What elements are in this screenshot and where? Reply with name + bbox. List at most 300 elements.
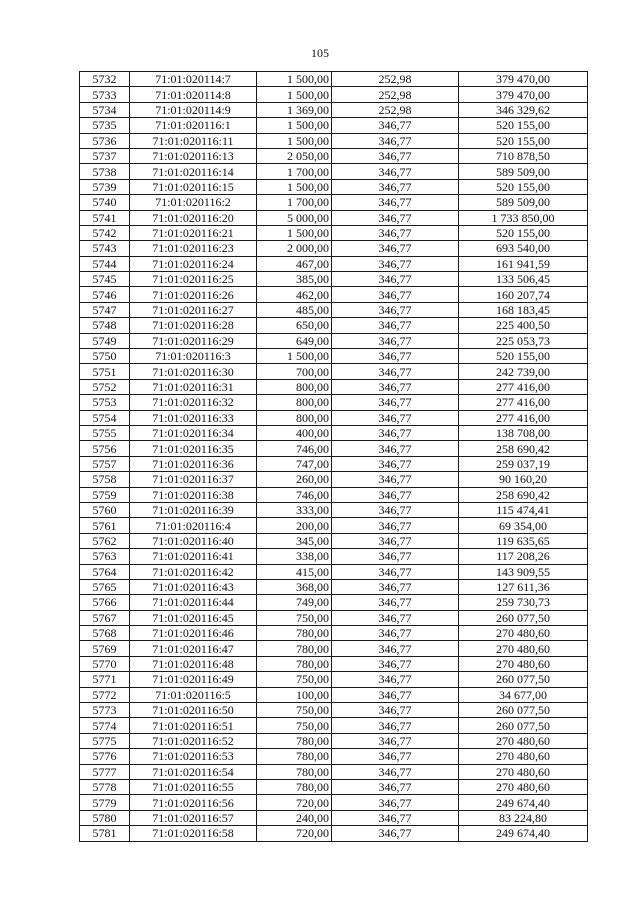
area-cell: 100,00 (257, 687, 332, 702)
row-number-cell: 5778 (80, 779, 130, 794)
area-cell: 240,00 (257, 810, 332, 825)
area-cell: 750,00 (257, 672, 332, 687)
area-cell: 368,00 (257, 579, 332, 594)
rate-cell: 346,77 (332, 672, 459, 687)
rate-cell: 346,77 (332, 148, 459, 163)
row-number-cell: 5776 (80, 749, 130, 764)
rate-cell: 346,77 (332, 533, 459, 548)
area-cell: 338,00 (257, 549, 332, 564)
rate-cell: 346,77 (332, 687, 459, 702)
row-number-cell: 5768 (80, 626, 130, 641)
table-row (80, 333, 588, 348)
row-number-cell: 5749 (80, 333, 130, 348)
cadastral-value-cell: 520 155,00 (459, 133, 588, 148)
cadastral-value-cell: 270 480,60 (459, 656, 588, 671)
rate-cell: 346,77 (332, 272, 459, 287)
table-row (80, 225, 588, 240)
row-number-cell: 5736 (80, 133, 130, 148)
cadastral-number-cell: 71:01:020116:25 (130, 272, 257, 287)
cadastral-number-cell: 71:01:020116:49 (130, 672, 257, 687)
cadastral-number-cell: 71:01:020116:47 (130, 641, 257, 656)
cadastral-number-cell: 71:01:020116:21 (130, 225, 257, 240)
area-cell: 2 050,00 (257, 148, 332, 163)
cadastral-value-cell: 117 208,26 (459, 549, 588, 564)
row-number-cell: 5769 (80, 641, 130, 656)
rate-cell: 346,77 (332, 195, 459, 210)
area-cell: 200,00 (257, 518, 332, 533)
rate-cell: 346,77 (332, 549, 459, 564)
rate-cell: 252,98 (332, 102, 459, 117)
row-number-cell: 5759 (80, 487, 130, 502)
table-row (80, 72, 588, 87)
table-row (80, 364, 588, 379)
rate-cell: 346,77 (332, 410, 459, 425)
row-number-cell: 5760 (80, 502, 130, 517)
row-number-cell: 5771 (80, 672, 130, 687)
rate-cell: 346,77 (332, 441, 459, 456)
table-row (80, 687, 588, 702)
cadastral-value-cell: 161 941,59 (459, 256, 588, 271)
cadastral-value-cell: 270 480,60 (459, 749, 588, 764)
row-number-cell: 5781 (80, 826, 130, 841)
row-number-cell: 5739 (80, 179, 130, 194)
row-number-cell: 5750 (80, 349, 130, 364)
cadastral-value-table (79, 71, 588, 842)
row-number-cell: 5732 (80, 72, 130, 87)
cadastral-number-cell: 71:01:020116:52 (130, 733, 257, 748)
rate-cell: 252,98 (332, 72, 459, 87)
area-cell: 780,00 (257, 764, 332, 779)
cadastral-number-cell: 71:01:020114:9 (130, 102, 257, 117)
row-number-cell: 5733 (80, 87, 130, 102)
table-row (80, 733, 588, 748)
cadastral-number-cell: 71:01:020116:45 (130, 610, 257, 625)
cadastral-number-cell: 71:01:020116:2 (130, 195, 257, 210)
cadastral-value-cell: 1 733 850,00 (459, 210, 588, 225)
cadastral-value-cell: 270 480,60 (459, 779, 588, 794)
area-cell: 720,00 (257, 826, 332, 841)
area-cell: 1 369,00 (257, 102, 332, 117)
rate-cell: 346,77 (332, 579, 459, 594)
rate-cell: 346,77 (332, 241, 459, 256)
cadastral-value-cell: 693 540,00 (459, 241, 588, 256)
cadastral-number-cell: 71:01:020116:15 (130, 179, 257, 194)
cadastral-value-cell: 260 077,50 (459, 703, 588, 718)
table-row (80, 272, 588, 287)
cadastral-value-cell: 260 077,50 (459, 610, 588, 625)
area-cell: 462,00 (257, 287, 332, 302)
cadastral-value-cell: 69 354,00 (459, 518, 588, 533)
area-cell: 1 700,00 (257, 195, 332, 210)
cadastral-value-cell: 520 155,00 (459, 225, 588, 240)
cadastral-value-cell: 277 416,00 (459, 379, 588, 394)
rate-cell: 346,77 (332, 595, 459, 610)
cadastral-number-cell: 71:01:020116:4 (130, 518, 257, 533)
rate-cell: 346,77 (332, 302, 459, 317)
table-row (80, 564, 588, 579)
row-number-cell: 5766 (80, 595, 130, 610)
rate-cell: 346,77 (332, 764, 459, 779)
cadastral-number-cell: 71:01:020116:29 (130, 333, 257, 348)
cadastral-number-cell: 71:01:020116:24 (130, 256, 257, 271)
cadastral-number-cell: 71:01:020116:5 (130, 687, 257, 702)
cadastral-number-cell: 71:01:020116:36 (130, 456, 257, 471)
cadastral-value-cell: 127 611,36 (459, 579, 588, 594)
table-row (80, 703, 588, 718)
area-cell: 747,00 (257, 456, 332, 471)
area-cell: 780,00 (257, 733, 332, 748)
table-row (80, 302, 588, 317)
area-cell: 749,00 (257, 595, 332, 610)
row-number-cell: 5756 (80, 441, 130, 456)
table-row (80, 533, 588, 548)
row-number-cell: 5772 (80, 687, 130, 702)
rate-cell: 346,77 (332, 349, 459, 364)
cadastral-number-cell: 71:01:020114:8 (130, 87, 257, 102)
table-row (80, 610, 588, 625)
area-cell: 750,00 (257, 703, 332, 718)
rate-cell: 346,77 (332, 749, 459, 764)
area-cell: 345,00 (257, 533, 332, 548)
area-cell: 333,00 (257, 502, 332, 517)
area-cell: 800,00 (257, 410, 332, 425)
cadastral-value-cell: 379 470,00 (459, 87, 588, 102)
rate-cell: 346,77 (332, 703, 459, 718)
area-cell: 700,00 (257, 364, 332, 379)
cadastral-value-cell: 589 509,00 (459, 195, 588, 210)
area-cell: 649,00 (257, 333, 332, 348)
rate-cell: 346,77 (332, 487, 459, 502)
cadastral-number-cell: 71:01:020116:41 (130, 549, 257, 564)
table-row (80, 241, 588, 256)
table-body (80, 72, 588, 842)
rate-cell: 346,77 (332, 626, 459, 641)
row-number-cell: 5764 (80, 564, 130, 579)
cadastral-value-cell: 34 677,00 (459, 687, 588, 702)
cadastral-value-cell: 379 470,00 (459, 72, 588, 87)
rate-cell: 346,77 (332, 133, 459, 148)
row-number-cell: 5777 (80, 764, 130, 779)
table-row (80, 118, 588, 133)
rate-cell: 346,77 (332, 610, 459, 625)
cadastral-value-cell: 115 474,41 (459, 502, 588, 517)
table-row (80, 549, 588, 564)
rate-cell: 346,77 (332, 164, 459, 179)
table-row (80, 210, 588, 225)
area-cell: 1 500,00 (257, 133, 332, 148)
table-row (80, 133, 588, 148)
area-cell: 750,00 (257, 718, 332, 733)
area-cell: 5 000,00 (257, 210, 332, 225)
rate-cell: 346,77 (332, 718, 459, 733)
row-number-cell: 5740 (80, 195, 130, 210)
table-row (80, 718, 588, 733)
row-number-cell: 5751 (80, 364, 130, 379)
rate-cell: 346,77 (332, 225, 459, 240)
rate-cell: 346,77 (332, 425, 459, 440)
cadastral-number-cell: 71:01:020116:39 (130, 502, 257, 517)
cadastral-value-cell: 259 730,73 (459, 595, 588, 610)
cadastral-number-cell: 71:01:020116:46 (130, 626, 257, 641)
row-number-cell: 5753 (80, 395, 130, 410)
row-number-cell: 5773 (80, 703, 130, 718)
rate-cell: 346,77 (332, 456, 459, 471)
row-number-cell: 5735 (80, 118, 130, 133)
cadastral-number-cell: 71:01:020116:40 (130, 533, 257, 548)
cadastral-number-cell: 71:01:020116:14 (130, 164, 257, 179)
cadastral-value-cell: 520 155,00 (459, 349, 588, 364)
area-cell: 800,00 (257, 379, 332, 394)
row-number-cell: 5779 (80, 795, 130, 810)
cadastral-value-cell: 260 077,50 (459, 672, 588, 687)
cadastral-value-cell: 225 053,73 (459, 333, 588, 348)
rate-cell: 346,77 (332, 210, 459, 225)
table-row (80, 472, 588, 487)
area-cell: 720,00 (257, 795, 332, 810)
row-number-cell: 5741 (80, 210, 130, 225)
table-row (80, 256, 588, 271)
row-number-cell: 5734 (80, 102, 130, 117)
row-number-cell: 5780 (80, 810, 130, 825)
cadastral-value-cell: 160 207,74 (459, 287, 588, 302)
row-number-cell: 5774 (80, 718, 130, 733)
table-row (80, 672, 588, 687)
area-cell: 780,00 (257, 641, 332, 656)
row-number-cell: 5754 (80, 410, 130, 425)
rate-cell: 346,77 (332, 395, 459, 410)
table-row (80, 195, 588, 210)
cadastral-number-cell: 71:01:020116:54 (130, 764, 257, 779)
rate-cell: 346,77 (332, 795, 459, 810)
table-row (80, 87, 588, 102)
area-cell: 1 700,00 (257, 164, 332, 179)
cadastral-number-cell: 71:01:020116:30 (130, 364, 257, 379)
area-cell: 746,00 (257, 441, 332, 456)
table-row (80, 764, 588, 779)
cadastral-value-cell: 260 077,50 (459, 718, 588, 733)
table-row (80, 749, 588, 764)
table-row (80, 102, 588, 117)
row-number-cell: 5770 (80, 656, 130, 671)
area-cell: 780,00 (257, 626, 332, 641)
rate-cell: 346,77 (332, 518, 459, 533)
table-row (80, 810, 588, 825)
table-row (80, 641, 588, 656)
area-cell: 780,00 (257, 779, 332, 794)
cadastral-value-cell: 119 635,65 (459, 533, 588, 548)
table-row (80, 826, 588, 841)
cadastral-number-cell: 71:01:020116:3 (130, 349, 257, 364)
cadastral-number-cell: 71:01:020116:42 (130, 564, 257, 579)
cadastral-value-cell: 258 690,42 (459, 487, 588, 502)
cadastral-value-cell: 242 739,00 (459, 364, 588, 379)
table-row (80, 441, 588, 456)
table-row (80, 318, 588, 333)
row-number-cell: 5763 (80, 549, 130, 564)
cadastral-number-cell: 71:01:020116:1 (130, 118, 257, 133)
rate-cell: 346,77 (332, 810, 459, 825)
cadastral-number-cell: 71:01:020116:43 (130, 579, 257, 594)
area-cell: 1 500,00 (257, 349, 332, 364)
row-number-cell: 5765 (80, 579, 130, 594)
cadastral-value-cell: 225 400,50 (459, 318, 588, 333)
rate-cell: 346,77 (332, 656, 459, 671)
rate-cell: 346,77 (332, 502, 459, 517)
cadastral-number-cell: 71:01:020116:55 (130, 779, 257, 794)
table-row (80, 164, 588, 179)
cadastral-number-cell: 71:01:020116:51 (130, 718, 257, 733)
row-number-cell: 5742 (80, 225, 130, 240)
table-row (80, 487, 588, 502)
cadastral-value-cell: 277 416,00 (459, 410, 588, 425)
cadastral-number-cell: 71:01:020114:7 (130, 72, 257, 87)
cadastral-number-cell: 71:01:020116:37 (130, 472, 257, 487)
table-row (80, 795, 588, 810)
cadastral-number-cell: 71:01:020116:35 (130, 441, 257, 456)
area-cell: 780,00 (257, 749, 332, 764)
rate-cell: 346,77 (332, 364, 459, 379)
table-row (80, 395, 588, 410)
row-number-cell: 5738 (80, 164, 130, 179)
area-cell: 1 500,00 (257, 87, 332, 102)
cadastral-value-cell: 277 416,00 (459, 395, 588, 410)
row-number-cell: 5747 (80, 302, 130, 317)
table-row (80, 502, 588, 517)
row-number-cell: 5752 (80, 379, 130, 394)
table-row (80, 656, 588, 671)
cadastral-value-cell: 143 909,55 (459, 564, 588, 579)
cadastral-number-cell: 71:01:020116:56 (130, 795, 257, 810)
area-cell: 1 500,00 (257, 118, 332, 133)
table-row (80, 626, 588, 641)
table-row (80, 518, 588, 533)
cadastral-value-cell: 710 878,50 (459, 148, 588, 163)
table-row (80, 595, 588, 610)
cadastral-value-cell: 259 037,19 (459, 456, 588, 471)
table-row (80, 579, 588, 594)
cadastral-number-cell: 71:01:020116:58 (130, 826, 257, 841)
cadastral-number-cell: 71:01:020116:57 (130, 810, 257, 825)
row-number-cell: 5745 (80, 272, 130, 287)
cadastral-value-cell: 249 674,40 (459, 795, 588, 810)
rate-cell: 346,77 (332, 641, 459, 656)
cadastral-value-cell: 270 480,60 (459, 641, 588, 656)
table-row (80, 425, 588, 440)
rate-cell: 252,98 (332, 87, 459, 102)
cadastral-value-cell: 589 509,00 (459, 164, 588, 179)
row-number-cell: 5737 (80, 148, 130, 163)
area-cell: 746,00 (257, 487, 332, 502)
cadastral-value-cell: 270 480,60 (459, 764, 588, 779)
cadastral-number-cell: 71:01:020116:20 (130, 210, 257, 225)
row-number-cell: 5746 (80, 287, 130, 302)
area-cell: 485,00 (257, 302, 332, 317)
cadastral-number-cell: 71:01:020116:38 (130, 487, 257, 502)
cadastral-number-cell: 71:01:020116:33 (130, 410, 257, 425)
row-number-cell: 5757 (80, 456, 130, 471)
row-number-cell: 5744 (80, 256, 130, 271)
table-row (80, 148, 588, 163)
area-cell: 415,00 (257, 564, 332, 579)
row-number-cell: 5743 (80, 241, 130, 256)
cadastral-value-cell: 133 506,45 (459, 272, 588, 287)
area-cell: 1 500,00 (257, 179, 332, 194)
rate-cell: 346,77 (332, 287, 459, 302)
cadastral-number-cell: 71:01:020116:13 (130, 148, 257, 163)
row-number-cell: 5758 (80, 472, 130, 487)
cadastral-number-cell: 71:01:020116:53 (130, 749, 257, 764)
rate-cell: 346,77 (332, 118, 459, 133)
cadastral-value-cell: 90 160,20 (459, 472, 588, 487)
cadastral-value-cell: 270 480,60 (459, 733, 588, 748)
cadastral-number-cell: 71:01:020116:32 (130, 395, 257, 410)
table-row (80, 349, 588, 364)
cadastral-value-cell: 168 183,45 (459, 302, 588, 317)
row-number-cell: 5761 (80, 518, 130, 533)
area-cell: 1 500,00 (257, 72, 332, 87)
cadastral-number-cell: 71:01:020116:11 (130, 133, 257, 148)
rate-cell: 346,77 (332, 826, 459, 841)
cadastral-value-cell: 520 155,00 (459, 118, 588, 133)
area-cell: 750,00 (257, 610, 332, 625)
cadastral-number-cell: 71:01:020116:44 (130, 595, 257, 610)
row-number-cell: 5762 (80, 533, 130, 548)
area-cell: 2 000,00 (257, 241, 332, 256)
area-cell: 800,00 (257, 395, 332, 410)
cadastral-number-cell: 71:01:020116:34 (130, 425, 257, 440)
area-cell: 650,00 (257, 318, 332, 333)
cadastral-value-cell: 258 690,42 (459, 441, 588, 456)
cadastral-number-cell: 71:01:020116:50 (130, 703, 257, 718)
rate-cell: 346,77 (332, 333, 459, 348)
table-row (80, 779, 588, 794)
area-cell: 1 500,00 (257, 225, 332, 240)
cadastral-number-cell: 71:01:020116:31 (130, 379, 257, 394)
cadastral-value-cell: 520 155,00 (459, 179, 588, 194)
table-row (80, 179, 588, 194)
rate-cell: 346,77 (332, 564, 459, 579)
cadastral-value-cell: 83 224,80 (459, 810, 588, 825)
rate-cell: 346,77 (332, 472, 459, 487)
cadastral-value-cell: 270 480,60 (459, 626, 588, 641)
table-row (80, 287, 588, 302)
rate-cell: 346,77 (332, 379, 459, 394)
area-cell: 780,00 (257, 656, 332, 671)
rate-cell: 346,77 (332, 179, 459, 194)
cadastral-value-cell: 138 708,00 (459, 425, 588, 440)
table-row (80, 456, 588, 471)
area-cell: 385,00 (257, 272, 332, 287)
cadastral-number-cell: 71:01:020116:48 (130, 656, 257, 671)
page-number: 105 (311, 46, 329, 60)
rate-cell: 346,77 (332, 256, 459, 271)
area-cell: 400,00 (257, 425, 332, 440)
cadastral-number-cell: 71:01:020116:26 (130, 287, 257, 302)
table-row (80, 379, 588, 394)
table-row (80, 410, 588, 425)
rate-cell: 346,77 (332, 779, 459, 794)
cadastral-number-cell: 71:01:020116:27 (130, 302, 257, 317)
rate-cell: 346,77 (332, 318, 459, 333)
row-number-cell: 5755 (80, 425, 130, 440)
cadastral-number-cell: 71:01:020116:23 (130, 241, 257, 256)
area-cell: 467,00 (257, 256, 332, 271)
row-number-cell: 5748 (80, 318, 130, 333)
row-number-cell: 5767 (80, 610, 130, 625)
cadastral-value-cell: 249 674,40 (459, 826, 588, 841)
cadastral-number-cell: 71:01:020116:28 (130, 318, 257, 333)
row-number-cell: 5775 (80, 733, 130, 748)
